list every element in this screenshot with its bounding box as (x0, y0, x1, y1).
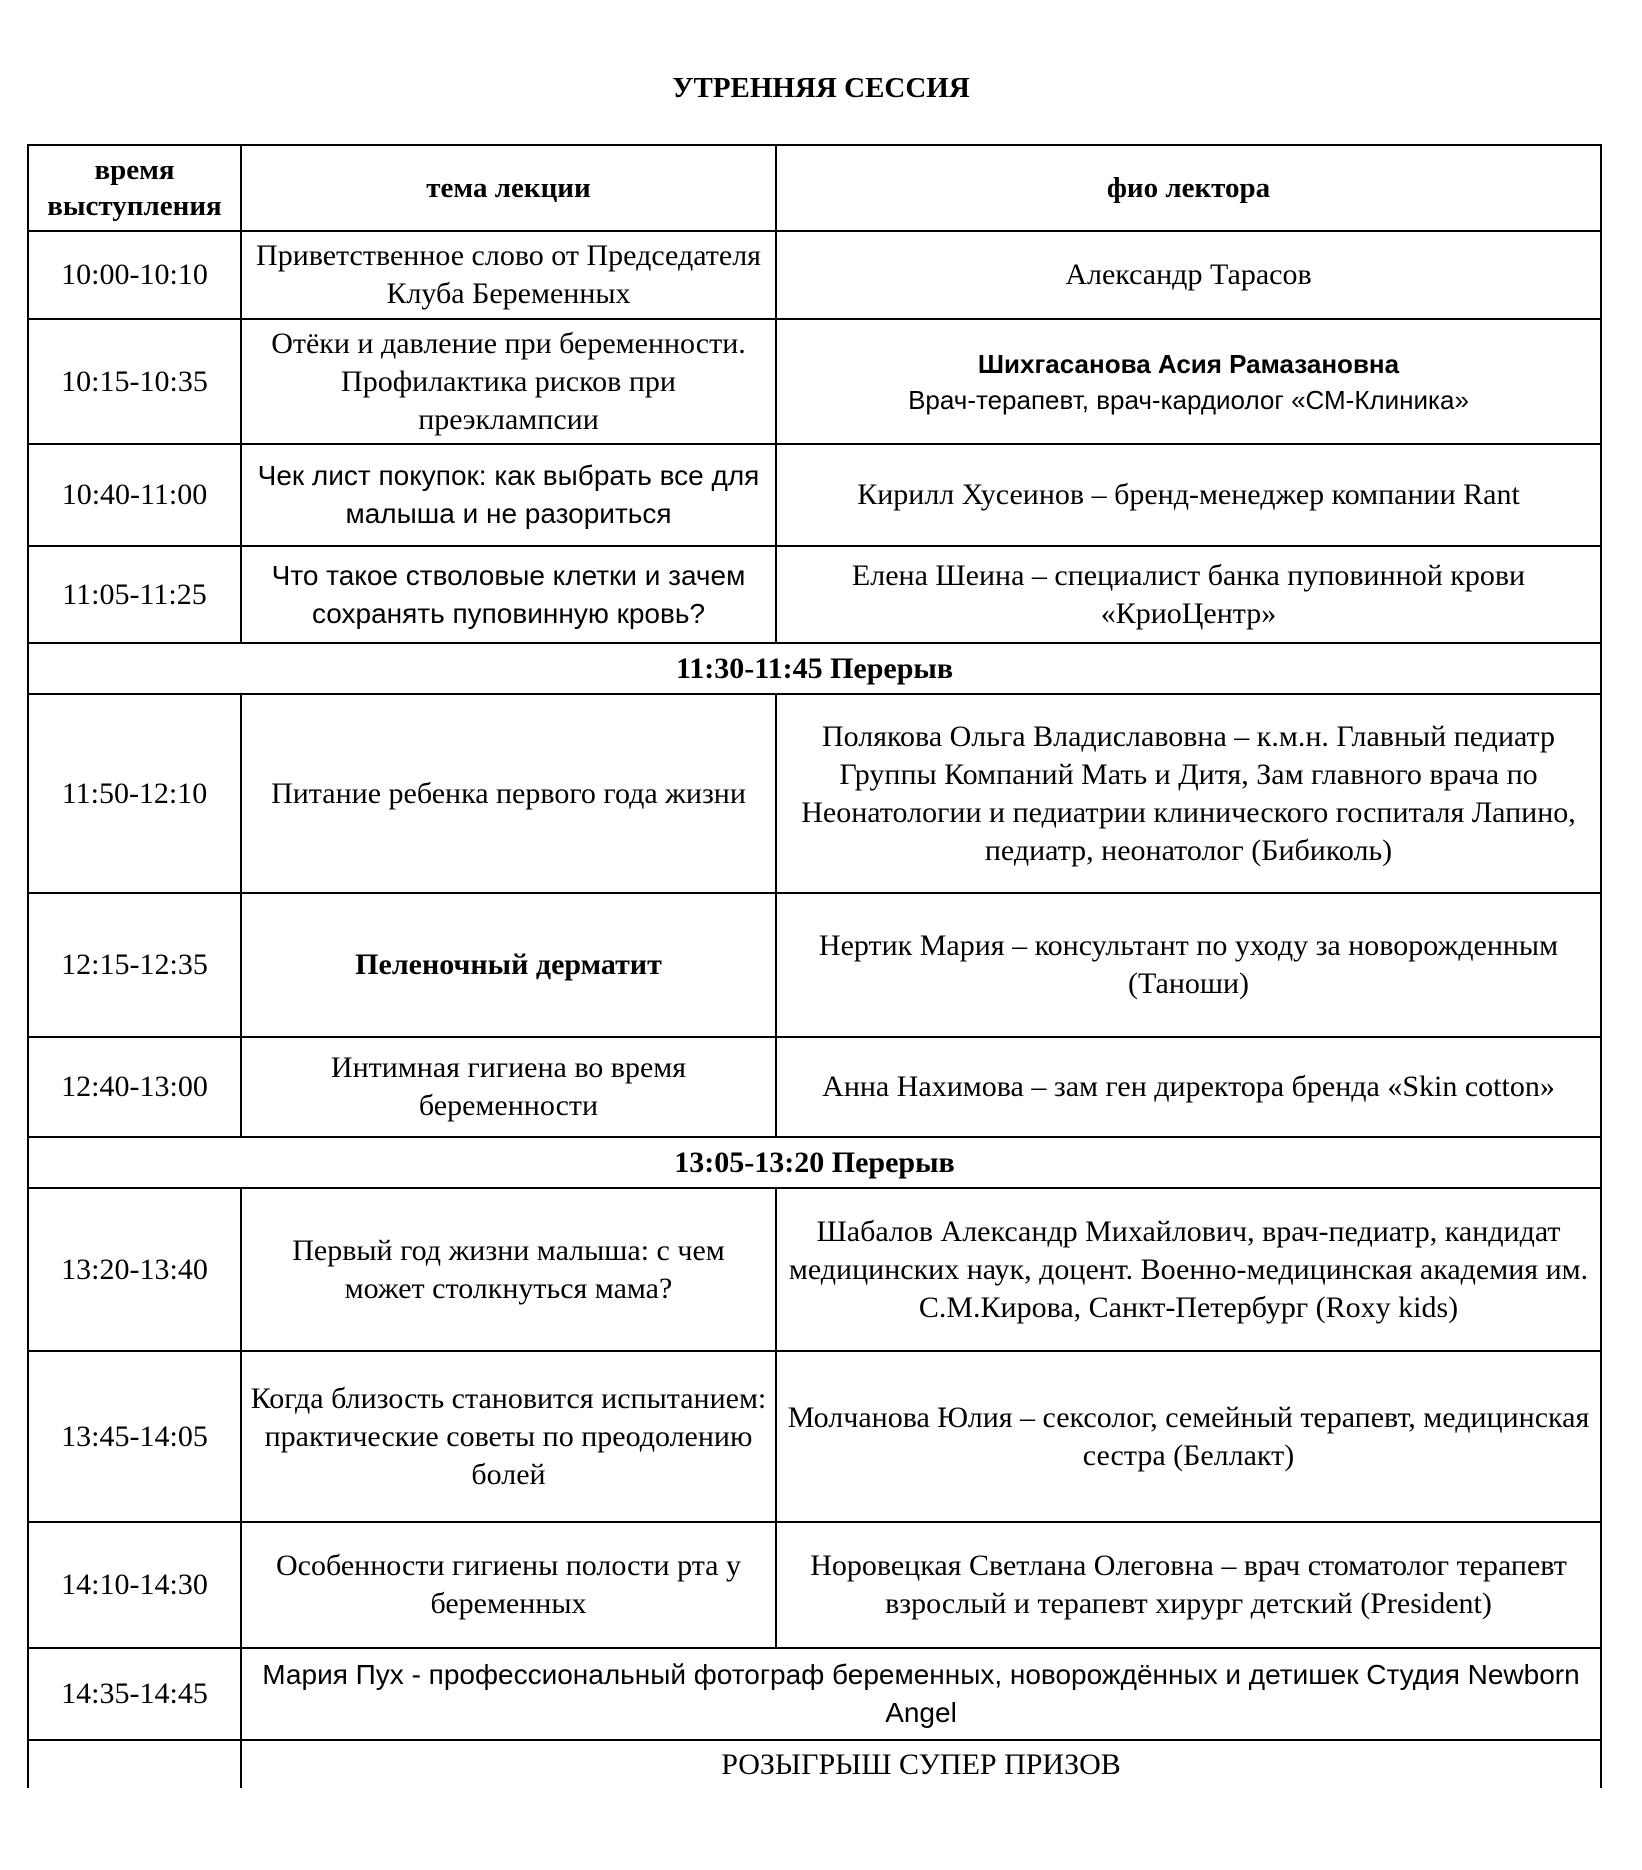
topic-cell: Особенности гигиены полости рта у беременных (241, 1522, 776, 1648)
table-row (28, 694, 1601, 893)
time-cell: 12:15-12:35 (28, 893, 241, 1037)
topic-cell: Чек лист покупок: как выбрать все для малыша и не разориться (241, 444, 776, 546)
time-cell: 10:00-10:10 (28, 231, 241, 319)
speaker-cell: Полякова Ольга Владиславовна – к.м.н. Главный педиатр Группы Компаний Мать и Дитя, Зам главного врача по Неонатологии и педиатрии клинического госпиталя Лапино, педиатр, неонатолог (Бибиколь) (776, 694, 1601, 893)
header-time: время выступления (28, 145, 241, 231)
topic-cell: Интимная гигиена во время беременности (241, 1037, 776, 1137)
table-row (28, 1188, 1601, 1351)
merged-cell: РОЗЫГРЫШ СУПЕР ПРИЗОВ (241, 1740, 1601, 1788)
speaker-cell: Норовецкая Светлана Олеговна – врач стоматолог терапевт взрослый и терапевт хирург детский (President) (776, 1522, 1601, 1648)
header-speaker: фио лектора (776, 145, 1601, 231)
speaker-cell: Молчанова Юлия – сексолог, семейный терапевт, медицинская сестра (Беллакт) (776, 1351, 1601, 1522)
topic-cell: Первый год жизни малыша: с чем может столкнуться мама? (241, 1188, 776, 1351)
time-cell: 13:20-13:40 (28, 1188, 241, 1351)
time-cell: 10:40-11:00 (28, 444, 241, 546)
time-cell: 11:50-12:10 (28, 694, 241, 893)
time-cell: 13:45-14:05 (28, 1351, 241, 1522)
time-cell: 14:10-14:30 (28, 1522, 241, 1648)
table-row (28, 893, 1601, 1037)
topic-cell: Когда близость становится испытанием: практические советы по преодолению болей (241, 1351, 776, 1522)
topic-cell: Отёки и давление при беременности. Профилактика рисков при преэклампсии (241, 319, 776, 444)
schedule-table (27, 144, 1602, 1788)
time-cell: 11:05-11:25 (28, 546, 241, 643)
table-row (28, 319, 1601, 444)
table-row (28, 1522, 1601, 1648)
break-cell: 11:30-11:45 Перерыв (28, 643, 1601, 694)
merged-cell: Мария Пух - профессиональный фотограф беременных, новорождённых и детишек Студия Newborn Angel (241, 1648, 1601, 1740)
topic-cell: Пеленочный дерматит (241, 893, 776, 1037)
speaker-cell: Нертик Мария – консультант по уходу за новорожденным (Таноши) (776, 893, 1601, 1037)
speaker-name: Шихгасанова Асия Рамазановна (977, 348, 1400, 379)
table-row (28, 231, 1601, 319)
speaker-cell: Шабалов Александр Михайлович, врач-педиатр, кандидат медицинских наук, доцент. Военно-медицинская академия им. С.М.Кирова, Санкт-Петербург (Roxy kids) (776, 1188, 1601, 1351)
table-row (28, 1648, 1601, 1740)
time-cell: 12:40-13:00 (28, 1037, 241, 1137)
table-row (28, 1351, 1601, 1522)
speaker-cell (776, 319, 1601, 444)
topic-cell: Питание ребенка первого года жизни (241, 694, 776, 893)
table-row (28, 444, 1601, 546)
break-row (28, 643, 1601, 694)
page-title: УТРЕННЯЯ СЕССИЯ (672, 72, 970, 104)
break-row (28, 1137, 1601, 1188)
header-row (28, 145, 1601, 231)
time-cell (28, 1740, 241, 1788)
break-cell: 13:05-13:20 Перерыв (28, 1137, 1601, 1188)
time-cell: 14:35-14:45 (28, 1648, 241, 1740)
speaker-cell: Александр Тарасов (776, 231, 1601, 319)
speaker-cell: Елена Шеина – специалист банка пуповинной крови «КриоЦентр» (776, 546, 1601, 643)
table-row (28, 546, 1601, 643)
topic-cell: Что такое стволовые клетки и зачем сохранять пуповинную кровь? (241, 546, 776, 643)
table-row (28, 1037, 1601, 1137)
table-row (28, 1740, 1601, 1788)
speaker-cell: Анна Нахимова – зам ген директора бренда «Skin cotton» (776, 1037, 1601, 1137)
topic-cell: Приветственное слово от Председателя Клуба Беременных (241, 231, 776, 319)
speaker-cell: Кирилл Хусеинов – бренд-менеджер компании Rant (776, 444, 1601, 546)
header-topic: тема лекции (241, 145, 776, 231)
time-cell: 10:15-10:35 (28, 319, 241, 444)
speaker-role: Врач-терапевт, врач-кардиолог «СМ-Клиника» (908, 384, 1469, 415)
